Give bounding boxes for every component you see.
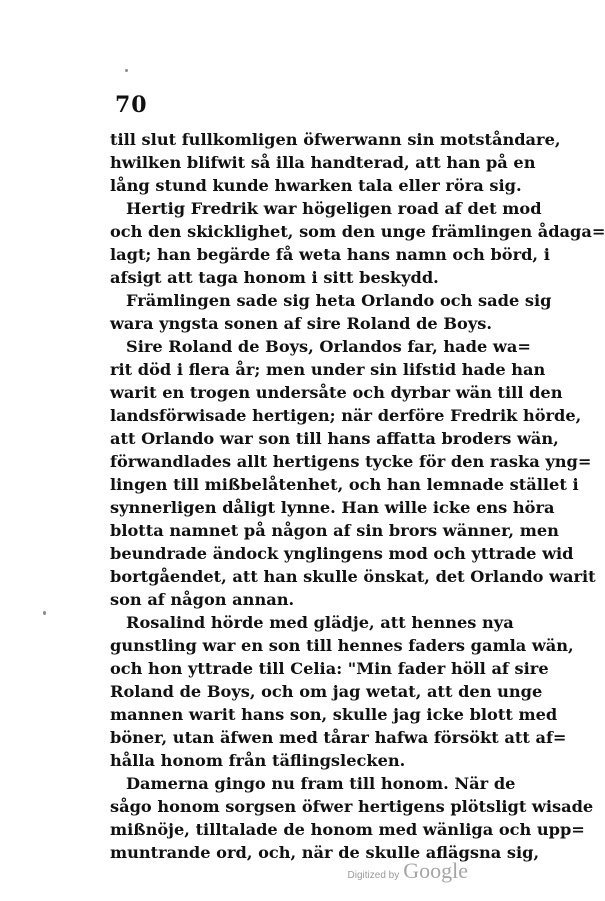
margin-mark: [43, 611, 46, 615]
text-line: att Orlando war son till hans affatta broders wän,: [110, 429, 559, 448]
text-line: lingen till mißbelåtenhet, och han lemnade stället i: [110, 475, 579, 494]
text-line: hålla honom från täflingslecken.: [110, 751, 406, 770]
text-line: hwilken blifwit så illa handterad, att han på en: [110, 153, 536, 172]
text-line: lagt; han begärde få weta hans namn och börd, i: [110, 245, 550, 264]
text-line: afsigt att taga honom i sitt beskydd.: [110, 268, 439, 287]
text-line: till slut fullkomligen öfwerwann sin motståndare,: [110, 130, 561, 149]
text-line: mißnöje, tilltalade de honom med wänliga och upp=: [110, 820, 585, 839]
text-line: landsförwisade hertigen; när derföre Fredrik hörde,: [110, 406, 582, 425]
text-line: blotta namnet på någon af sin brors wänner, men: [110, 521, 559, 540]
text-line: lång stund kunde hwarken tala eller röra sig.: [110, 176, 522, 195]
text-line: mannen warit hans son, skulle jag icke blott med: [110, 705, 558, 724]
text-line: son af någon annan.: [110, 590, 295, 609]
text-line: muntrande ord, och, när de skulle aflägsna sig,: [110, 843, 540, 862]
text-line: beundrade ändock ynglingens mod och yttrade wid: [110, 544, 574, 563]
digitized-label: Digitized by: [347, 870, 400, 881]
text-line: bortgåendet, att han skulle önskat, det Orlando warit: [110, 567, 596, 586]
text-line: sågo honom sorgsen öfwer hertigens plötsligt wisade: [110, 797, 594, 816]
text-line: förwandlades allt hertigens tycke för den raska yng=: [110, 452, 592, 471]
text-line: böner, utan äfwen med tårar hafwa försökt att af=: [110, 728, 567, 747]
google-logo: Google: [403, 858, 468, 883]
margin-mark: [125, 69, 128, 72]
paragraph-start-line: Rosalind hörde med glädje, att hennes nya: [126, 613, 514, 632]
text-line: och den skicklighet, som den unge främlingen ådaga=: [110, 222, 605, 241]
text-line: synnerligen dåligt lynne. Han wille icke ens höra: [110, 498, 555, 517]
text-line: gunstling war en son till hennes faders gamla wän,: [110, 636, 574, 655]
paragraph-start-line: Främlingen sade sig heta Orlando och sade sig: [126, 291, 552, 310]
text-line: wara yngsta sonen af sire Roland de Boys.: [110, 314, 492, 333]
paragraph-start-line: Sire Roland de Boys, Orlandos far, hade wa=: [126, 337, 531, 356]
text-line: warit en trogen undersåte och dyrbar wän till den: [110, 383, 563, 402]
text-line: Roland de Boys, och om jag wetat, att den unge: [110, 682, 543, 701]
text-line: rit död i flera år; men under sin lifstid hade han: [110, 360, 546, 379]
text-line: och hon yttrade till Celia: "Min fader höll af sire: [110, 659, 549, 678]
page-number: 70: [115, 92, 148, 118]
paragraph-start-line: Hertig Fredrik war högeligen road af det mod: [126, 199, 542, 218]
paragraph-start-line: Damerna gingo nu fram till honom. När de: [126, 774, 516, 793]
digitized-by-google-watermark: [348, 858, 468, 884]
